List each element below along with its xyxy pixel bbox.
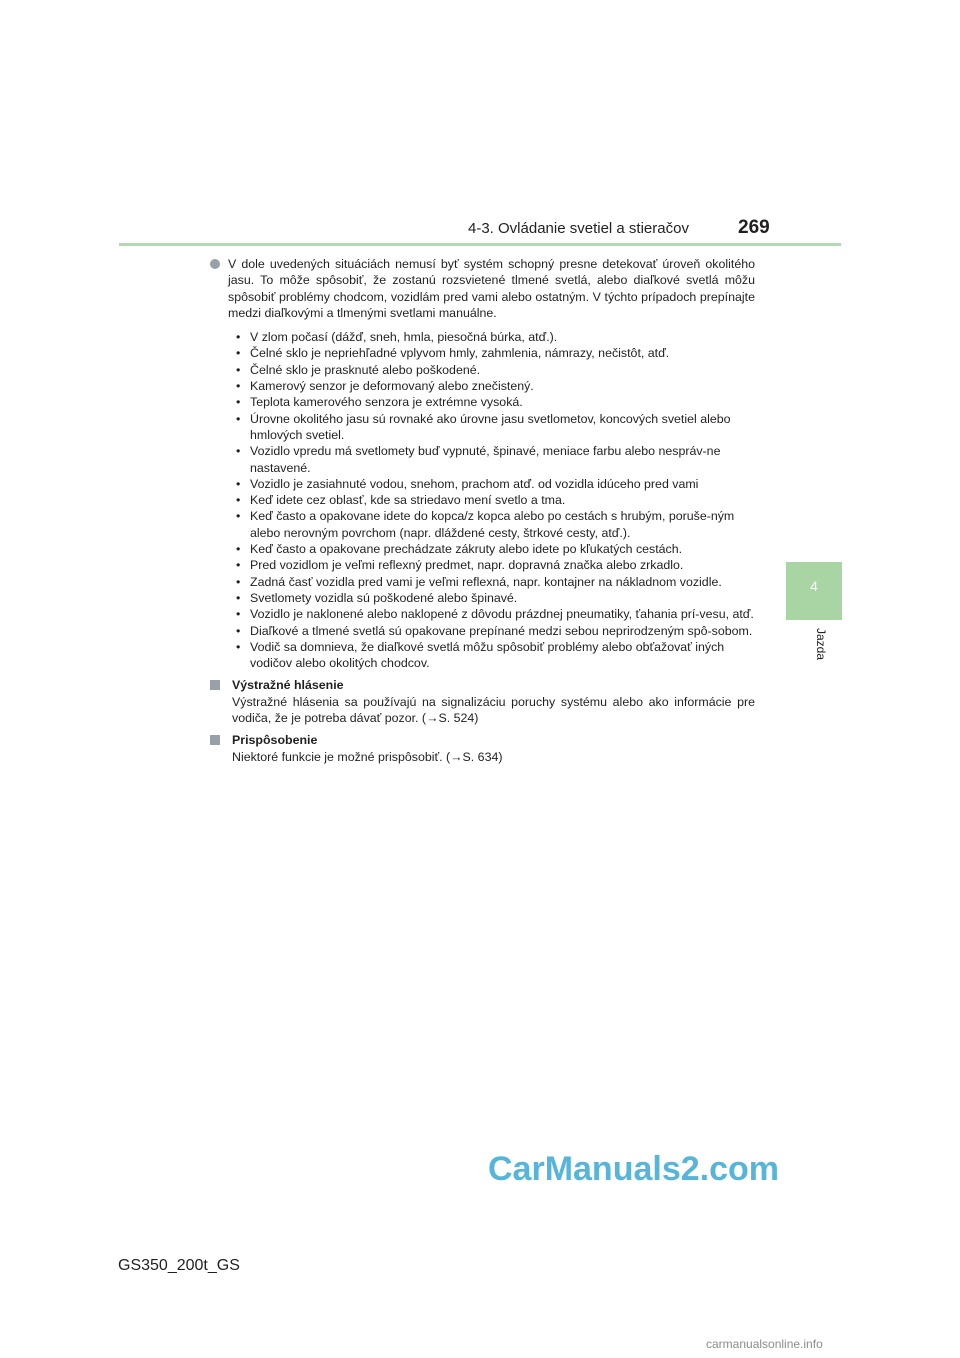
section-body: Výstražné hlásenia sa používajú na signalizáciu poruchy systému alebo ako informácie pre vodiča, že je potreba dávať pozor. (→S. 524) xyxy=(232,694,755,726)
list-item: • Keď idete cez oblasť, kde sa striedavo mení svetlo a tma. xyxy=(250,492,755,508)
section-customization xyxy=(210,732,755,765)
list-item: • Vozidlo je naklonené alebo naklopené z dôvodu prázdnej pneumatiky, ťahania prí-vesu, atď. xyxy=(250,606,755,622)
list-item: • Keď často a opakovane idete do kopca/z kopca alebo po cestách s hrubým, poruše-ným alebo nerovným povrchom (napr. dláždené cesty, štrkové cesty, atď.). xyxy=(250,508,755,541)
list-item: • Vozidlo vpredu má svetlomety buď vypnuté, špinavé, meniace farbu alebo nespráv-ne nastavené. xyxy=(250,443,755,476)
list-item: • Úrovne okolitého jasu sú rovnaké ako úrovne jasu svetlometov, koncových svetiel alebo hmlových svetiel. xyxy=(250,411,755,444)
watermark-logo: CarManuals2.com xyxy=(488,1150,779,1188)
list-item: • Čelné sklo je prasknuté alebo poškodené. xyxy=(250,362,755,378)
list-item: • Vodič sa domnieva, že diaľkové svetlá môžu spôsobiť problémy alebo obťažovať iných vodičov alebo okolitých chodcov. xyxy=(250,639,755,672)
header-title: 4-3. Ovládanie svetiel a stieračov xyxy=(468,220,689,237)
list-item: • Čelné sklo je nepriehľadné vplyvom hmly, zahmlenia, námrazy, nečistôt, atď. xyxy=(250,345,755,361)
intro-paragraph xyxy=(210,256,755,321)
list-item: • Teplota kamerového senzora je extrémne vysoká. xyxy=(250,394,755,410)
chapter-tab-number: 4 xyxy=(810,578,818,594)
list-item: • Diaľkové a tlmené svetlá sú opakovane prepínané medzi sebou neprirodzeným spô-sobom. xyxy=(250,623,755,639)
list-item: • Svetlomety vozidla sú poškodené alebo špinavé. xyxy=(250,590,755,606)
list-item: • V zlom počasí (dážď, sneh, hmla, piesočná búrka, atď.). xyxy=(250,329,755,345)
circle-bullet-icon xyxy=(210,259,220,269)
section-heading: Prispôsobenie xyxy=(232,733,318,748)
list-item: • Pred vozidlom je veľmi reflexný predmet, napr. dopravná značka alebo zrkadlo. xyxy=(250,557,755,573)
conditions-list xyxy=(210,329,755,671)
section-body: Niektoré funkcie je možné prispôsobiť. (→S. 634) xyxy=(232,749,503,764)
footer-model-code: GS350_200t_GS xyxy=(118,1257,240,1274)
page-content xyxy=(210,256,755,765)
section-warning-message xyxy=(210,677,755,726)
watermark-footer: carmanualsonline.info xyxy=(706,1337,823,1351)
list-item: • Kamerový senzor je deformovaný alebo znečistený. xyxy=(250,378,755,394)
header-divider xyxy=(119,243,841,246)
square-bullet-icon xyxy=(210,735,220,745)
list-item: • Keď často a opakovane prechádzate zákruty alebo idete po kľukatých cestách. xyxy=(250,541,755,557)
list-item: • Vozidlo je zasiahnuté vodou, snehom, prachom atď. od vozidla idúceho pred vami xyxy=(250,476,755,492)
page-number: 269 xyxy=(738,217,770,238)
intro-text: V dole uvedených situáciách nemusí byť systém schopný presne detekovať úroveň okolitého jasu. To môže spôsobiť, že zostanú rozsvietené tlmené svetlá, alebo diaľkové svetlá môžu spôsobiť problémy chodcom, vozidlám pred vami alebo ostatným. V týchto prípadoch prepínajte medzi diaľkovými a tlmenými svetlami manuálne. xyxy=(228,257,755,320)
section-heading: Výstražné hlásenie xyxy=(232,678,344,693)
chapter-tab-label: Jazda xyxy=(814,628,828,661)
square-bullet-icon xyxy=(210,680,220,690)
list-item: • Zadná časť vozidla pred vami je veľmi reflexná, napr. kontajner na nákladnom vozidle. xyxy=(250,574,755,590)
